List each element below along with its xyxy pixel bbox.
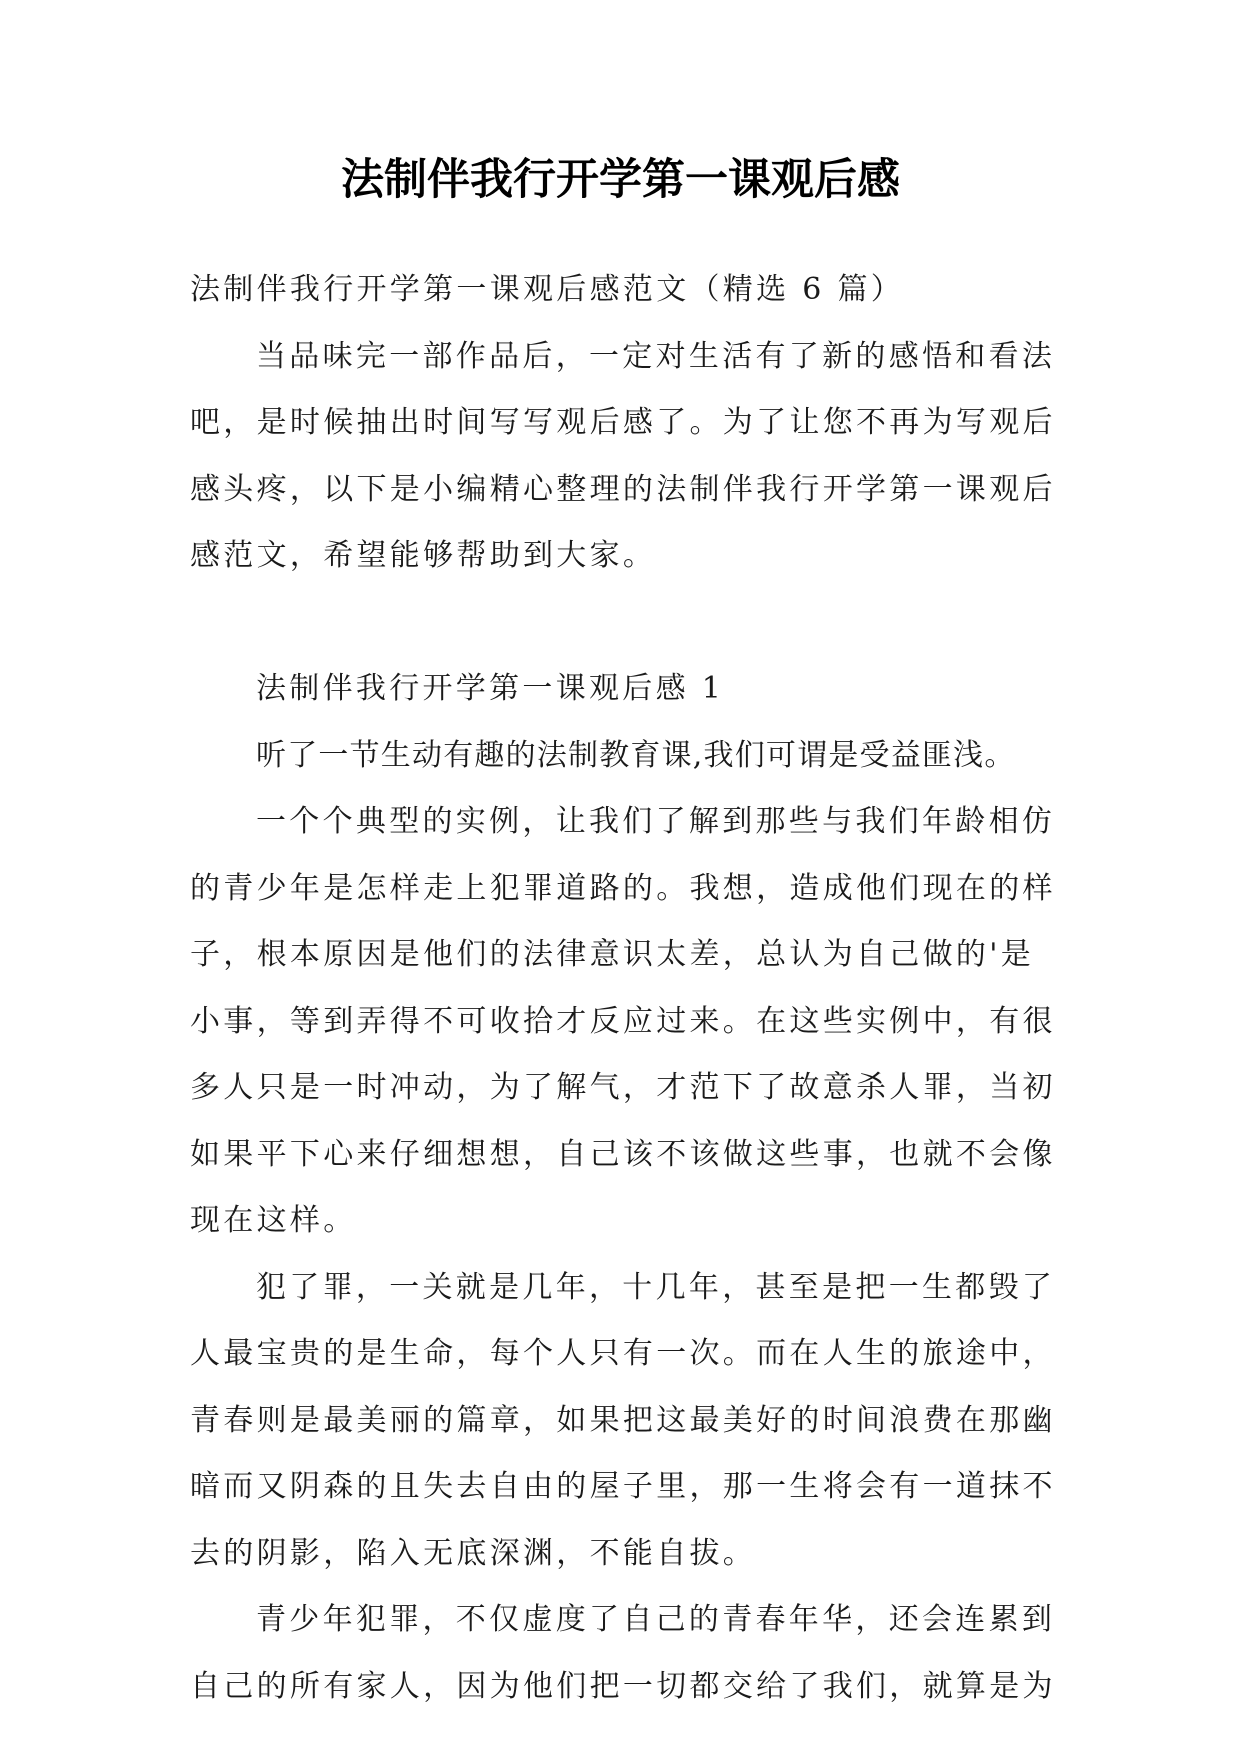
paragraph-line: 青春则是最美丽的篇章，如果把这最美好的时间浪费在那幽 xyxy=(190,1402,1056,1438)
intro-line: 感范文，希望能够帮助到大家。 xyxy=(190,538,657,573)
document-title: 法制伴我行开学第一课观后感 xyxy=(341,155,900,205)
paragraph-line: 小事，等到弄得不可收拾才反应过来。在这些实例中，有很 xyxy=(190,1003,1056,1039)
paragraph-line: 的青少年是怎样走上犯罪道路的。我想，造成他们现在的样 xyxy=(190,870,1056,906)
paragraph-line: 暗而又阴森的且失去自由的屋子里，那一生将会有一道抹不 xyxy=(190,1469,1056,1504)
paragraph-line: 听了一节生动有趣的法制教育课,我们可谓是受益匪浅。 xyxy=(256,737,1016,773)
paragraph-line: 多人只是一时冲动，为了解气，才范下了故意杀人罪，当初 xyxy=(190,1070,1056,1105)
intro-line: 当品味完一部作品后，一定对生活有了新的感悟和看法 xyxy=(256,338,1056,374)
paragraph-line: 青少年犯罪，不仅虚度了自己的青春年华，还会连累到 xyxy=(256,1602,1056,1637)
paragraph-line: 如果平下心来仔细想想，自己该不该做这些事，也就不会像 xyxy=(190,1136,1056,1172)
paragraph-line: 犯了罪，一关就是几年，十几年，甚至是把一生都毁了 xyxy=(256,1269,1056,1305)
paragraph-line: 自己的所有家人，因为他们把一切都交给了我们，就算是为 xyxy=(190,1668,1056,1704)
paragraph-line: 去的阴影，陷入无底深渊，不能自拔。 xyxy=(190,1535,757,1571)
paragraph-line: 现在这样。 xyxy=(190,1203,357,1238)
intro-line: 感头疼，以下是小编精心整理的法制伴我行开学第一课观后 xyxy=(190,471,1056,507)
paragraph-line: 子，根本原因是他们的法律意识太差，总认为自己做的'是 xyxy=(190,937,1035,972)
section-heading: 法制伴我行开学第一课观后感 1 xyxy=(256,671,725,706)
paragraph-line: 人最宝贵的是生命，每个人只有一次。而在人生的旅途中， xyxy=(190,1336,1056,1371)
paragraph-line: 一个个典型的实例，让我们了解到那些与我们年龄相仿 xyxy=(256,804,1056,839)
blank-line xyxy=(190,590,1052,657)
document-subtitle: 法制伴我行开学第一课观后感范文（精选 6 篇） xyxy=(190,272,905,307)
intro-line: 吧，是时候抽出时间写写观后感了。为了让您不再为写观后 xyxy=(190,405,1056,440)
document-body xyxy=(190,257,1056,1720)
